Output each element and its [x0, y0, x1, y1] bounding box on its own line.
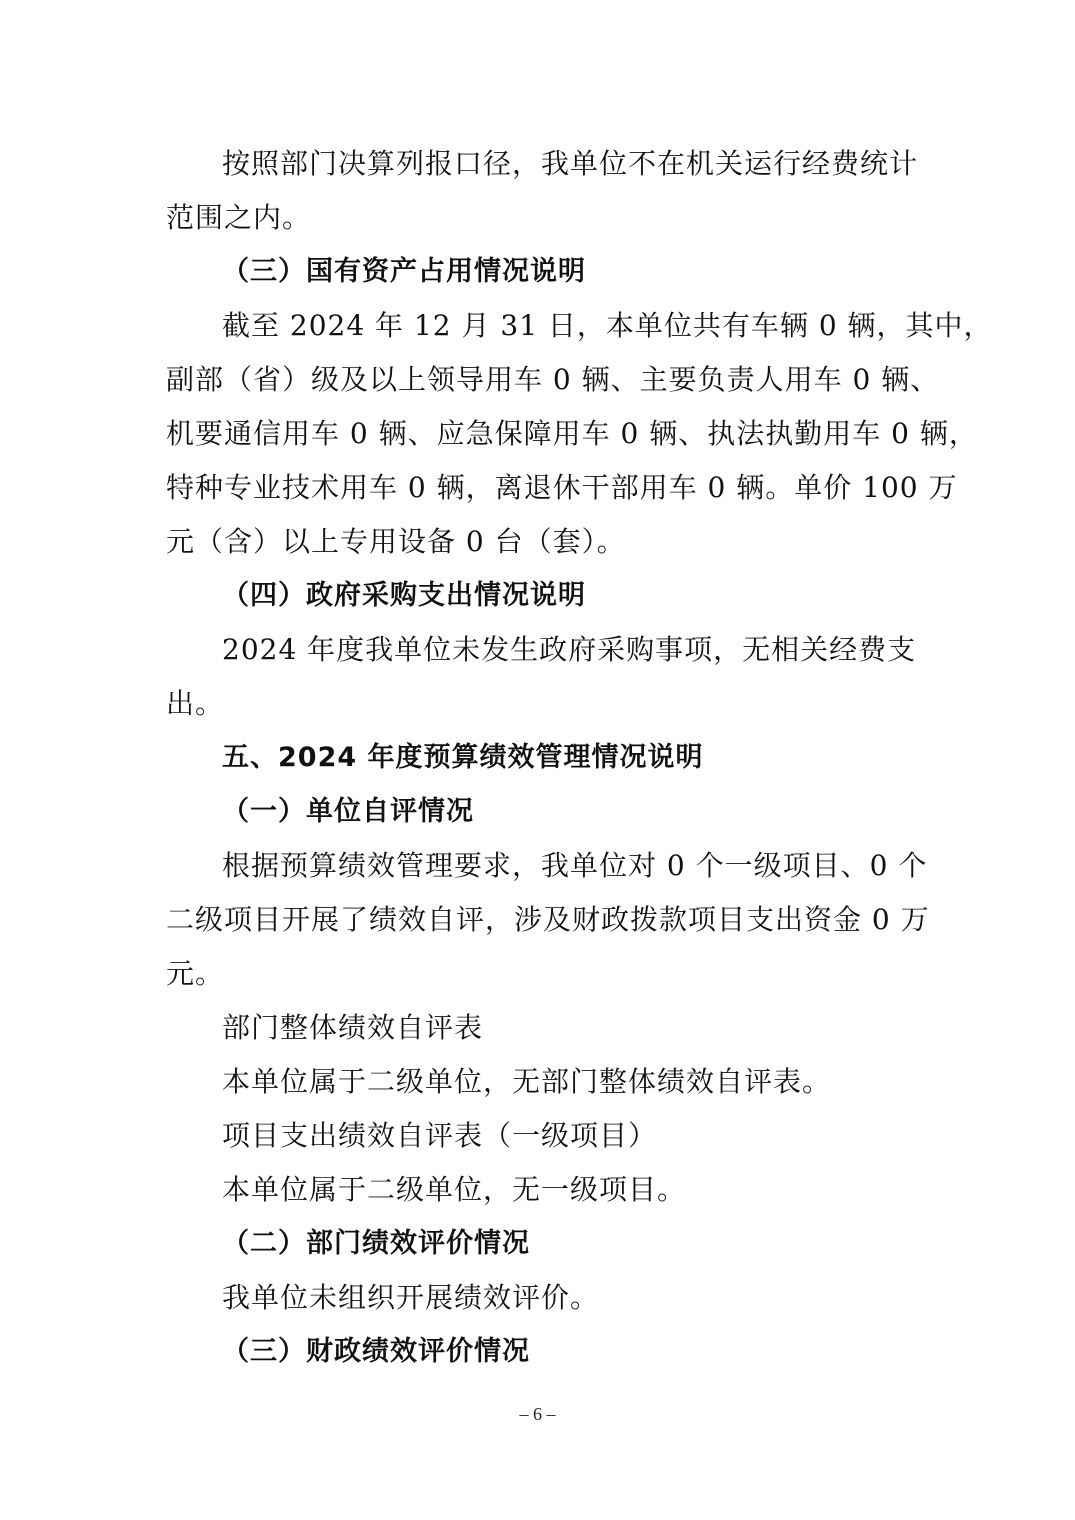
- page-number: – 6 –: [519, 1404, 556, 1424]
- paragraph-line: 机要通信用车 0 辆、应急保障用车 0 辆、执法执勤用车 0 辆，: [166, 417, 978, 450]
- paragraph-line: 副部（省）级及以上领导用车 0 辆、主要负责人用车 0 辆、: [166, 363, 940, 396]
- chapter-heading: 五、2024 年度预算绩效管理情况说明: [222, 742, 704, 773]
- paragraph-line: 元。: [166, 957, 225, 990]
- section-heading: （一）单位自评情况: [222, 796, 474, 827]
- paragraph-line: 出。: [166, 687, 225, 720]
- section-heading: （二）部门绩效评价情况: [222, 1228, 530, 1259]
- paragraph-line: 二级项目开展了绩效自评，涉及财政拨款项目支出资金 0 万: [166, 903, 930, 936]
- paragraph-line: 按照部门决算列报口径，我单位不在机关运行经费统计: [222, 147, 919, 180]
- paragraph-line: 元（含）以上专用设备 0 台（套）。: [166, 525, 626, 558]
- paragraph-line: 本单位属于二级单位，无一级项目。: [222, 1173, 687, 1206]
- paragraph-line: 截至 2024 年 12 月 31 日，本单位共有车辆 0 辆，其中，: [222, 309, 993, 342]
- paragraph-line: 范围之内。: [166, 201, 312, 234]
- paragraph-line: 2024 年度我单位未发生政府采购事项，无相关经费支: [222, 633, 917, 666]
- paragraph-line: 部门整体绩效自评表: [222, 1011, 484, 1044]
- section-heading: （三）国有资产占用情况说明: [222, 256, 586, 287]
- paragraph-line: 根据预算绩效管理要求，我单位对 0 个一级项目、0 个: [222, 849, 928, 882]
- paragraph-line: 项目支出绩效自评表（一级项目）: [222, 1119, 658, 1152]
- section-heading: （四）政府采购支出情况说明: [222, 580, 586, 611]
- section-heading: （三）财政绩效评价情况: [222, 1336, 530, 1367]
- paragraph-line: 我单位未组织开展绩效评价。: [222, 1281, 600, 1314]
- paragraph-line: 本单位属于二级单位，无部门整体绩效自评表。: [222, 1065, 832, 1098]
- paragraph-line: 特种专业技术用车 0 辆，离退休干部用车 0 辆。单价 100 万: [166, 471, 958, 504]
